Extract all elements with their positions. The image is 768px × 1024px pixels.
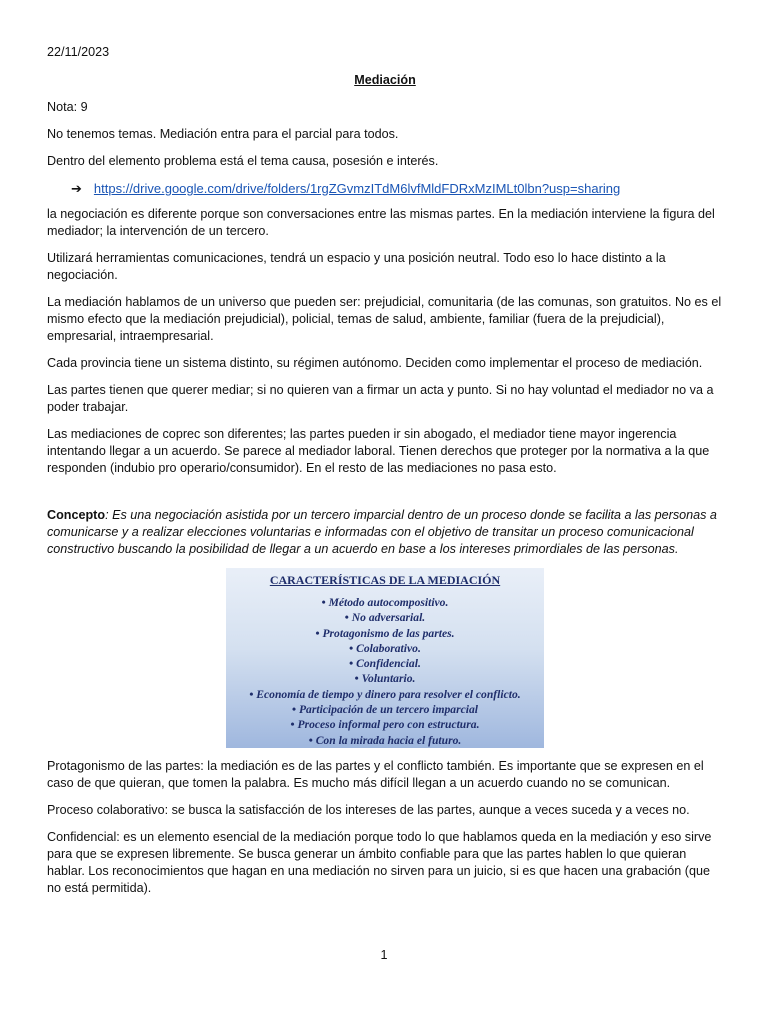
figure-item: • Confidencial. [226, 656, 544, 671]
document-title: Mediación [354, 73, 416, 87]
figure-title: CARACTERÍSTICAS DE LA MEDIACIÓN [269, 573, 501, 587]
paragraph-6: Cada provincia tiene un sistema distinto, su régimen autónomo. Deciden como implementar el proceso de mediación. [47, 356, 703, 370]
figure-item: • No adversarial. [226, 610, 544, 625]
drive-link[interactable]: https://drive.google.com/drive/folders/1rgZGvmzITdM6lvfMldFDRxMzIMLt0lbn?usp=sharing [93, 181, 621, 196]
paragraph-11: Confidencial: es un elemento esencial de la mediación porque todo lo que hablamos queda en la mediación y eso sirve para que se expresen libremente. Se busca generar un ámbito confiable para que las partes hablen lo que quieran hablar. Los reconocimientos que hagan en una mediación no sirven para un juicio, si es que hacen una grabación (que no está permitida). [47, 830, 712, 895]
arrow-right-icon: ➔ [71, 181, 82, 196]
figure-item: • Con la mirada hacia el futuro. [226, 733, 544, 748]
paragraph-3: la negociación es diferente porque son conversaciones entre las mismas partes. En la mediación interviene la figura del mediador; la intervención de un tercero. [47, 207, 715, 238]
paragraph-2: Dentro del elemento problema está el tema causa, posesión e interés. [47, 154, 439, 168]
paragraph-4: Utilizará herramientas comunicaciones, tendrá un espacio y una posición neutral. Todo eso lo hace distinto a la negociación. [47, 251, 666, 282]
paragraph-10: Proceso colaborativo: se busca la satisfacción de los intereses de las partes, aunque a veces suceda y a veces no. [47, 803, 690, 817]
paragraph-8: Las mediaciones de coprec son diferentes; las partes pueden ir sin abogado, el mediador tiene mayor ingerencia intentando llegar a un acuerdo. Se parece al mediador laboral. Tienen derechos que proteger por la normativa a la que responden (indubio pro operario/consumidor). En el resto de las mediaciones no pasa esto. [47, 427, 710, 475]
nota: Nota: 9 [47, 100, 88, 114]
paragraph-5: La mediación hablamos de un universo que pueden ser: prejudicial, comunitaria (de las comunas, son gratuitos. No es el mismo efecto que la mediación prejudicial), policial, temas de salud, ambiente, familiar (fuera de la prejudicial), empresarial, intraempresarial. [47, 295, 722, 343]
paragraph-9: Protagonismo de las partes: la mediación es de las partes y el conflicto también. Es importante que se expresen en el caso de que quieran, que tomen la palabra. Es mucho más difícil llegan a un acuerdo cuando no se comunican. [47, 759, 704, 790]
figure-item: • Método autocompositivo. [226, 595, 544, 610]
link-row [47, 180, 723, 197]
figure-item: • Economía de tiempo y dinero para resolver el conflicto. [226, 687, 544, 702]
figure-item: • Colaborativo. [226, 641, 544, 656]
paragraph-1: No tenemos temas. Mediación entra para el parcial para todos. [47, 127, 399, 141]
concepto-text: : Es una negociación asistida por un tercero imparcial dentro de un proceso donde se facilita a las personas a comunicarse y a realizar elecciones voluntarias e informadas con el objetivo de transitar un proceso comunicacional constructivo buscando la posibilidad de llegar a un acuerdo en base a los intereses primordiales de las personas. [47, 508, 717, 556]
figure-list [226, 595, 544, 748]
figure-item: • Protagonismo de las partes. [226, 626, 544, 641]
document-page [47, 44, 723, 907]
figure-item: • Participación de un tercero imparcial [226, 702, 544, 717]
concepto-paragraph [47, 507, 723, 558]
page-number: 1 [380, 948, 388, 962]
paragraph-7: Las partes tienen que querer mediar; si no quieren van a firmar un acta y punto. Si no hay voluntad el mediador no va a poder trabajar. [47, 383, 714, 414]
concepto-label: Concepto [47, 508, 106, 522]
figure-item: • Voluntario. [226, 671, 544, 686]
characteristics-figure [226, 568, 544, 748]
document-date: 22/11/2023 [47, 45, 110, 59]
figure-item: • Proceso informal pero con estructura. [226, 717, 544, 732]
